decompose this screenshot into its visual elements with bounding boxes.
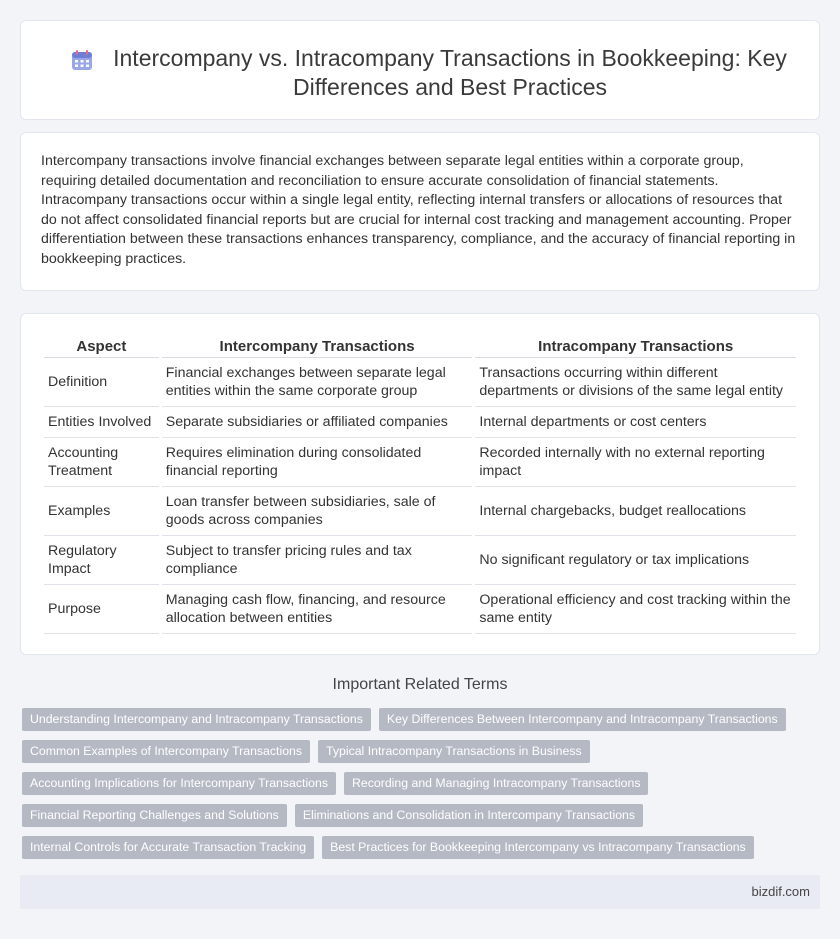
intracompany-cell: Internal departments or cost centers: [475, 407, 796, 438]
table-row: [44, 536, 796, 585]
page-title: Intercompany vs. Intracompany Transactions in Bookkeeping: Key Differences and Best Practices: [113, 45, 787, 100]
table-row: [44, 438, 796, 487]
comparison-table: [41, 334, 799, 634]
related-term-link[interactable]: Common Examples of Intercompany Transactions: [22, 740, 310, 763]
related-term-link[interactable]: Best Practices for Bookkeeping Intercompany vs Intracompany Transactions: [322, 836, 754, 859]
aspect-cell: Entities Involved: [44, 407, 159, 438]
intracompany-cell: Operational efficiency and cost tracking within the same entity: [475, 585, 796, 634]
table-row: [44, 407, 796, 438]
aspect-cell: Examples: [44, 487, 159, 536]
intercompany-cell: Managing cash flow, financing, and resource allocation between entities: [162, 585, 473, 634]
intro-paragraph: Intercompany transactions involve financial exchanges between separate legal entities within a corporate group, requiring detailed documentation and reconciliation to ensure accurate consolidation of financial statements. Intracompany transactions occur within a single legal entity, reflecting internal transfers or allocations of resources that do not affect consolidated financial reports but are crucial for internal cost tracking and management accounting. Proper differentiation between these transactions enhances transparency, compliance, and the accuracy of financial reporting in bookkeeping practices.: [41, 153, 796, 267]
intercompany-cell: Loan transfer between subsidiaries, sale of goods across companies: [162, 487, 473, 536]
related-term-link[interactable]: Typical Intracompany Transactions in Business: [318, 740, 590, 763]
comparison-table-card: [20, 313, 820, 655]
table-row: [44, 358, 796, 407]
aspect-cell: Accounting Treatment: [44, 438, 159, 487]
related-term-link[interactable]: Key Differences Between Intercompany and Intracompany Transactions: [379, 708, 786, 731]
footer-brand[interactable]: bizdif.com: [751, 884, 810, 899]
intro-card: [20, 132, 820, 291]
related-term-link[interactable]: Eliminations and Consolidation in Intercompany Transactions: [295, 804, 643, 827]
aspect-cell: Purpose: [44, 585, 159, 634]
header-aspect: Aspect: [44, 334, 159, 358]
related-term-link[interactable]: Accounting Implications for Intercompany Transactions: [22, 772, 336, 795]
footer: [20, 875, 820, 909]
related-term-link[interactable]: Understanding Intercompany and Intracompany Transactions: [22, 708, 371, 731]
aspect-cell: Definition: [44, 358, 159, 407]
intracompany-cell: No significant regulatory or tax implications: [475, 536, 796, 585]
related-terms-heading: Important Related Terms: [332, 676, 508, 693]
related-term-link[interactable]: Internal Controls for Accurate Transaction Tracking: [22, 836, 314, 859]
related-term-link[interactable]: Recording and Managing Intracompany Transactions: [344, 772, 648, 795]
intercompany-cell: Financial exchanges between separate legal entities within the same corporate group: [162, 358, 473, 407]
related-terms-list: [22, 708, 812, 868]
related-term-link[interactable]: Financial Reporting Challenges and Solutions: [22, 804, 287, 827]
intercompany-cell: Requires elimination during consolidated financial reporting: [162, 438, 473, 487]
intracompany-cell: Transactions occurring within different departments or divisions of the same legal entity: [475, 358, 796, 407]
intracompany-cell: Internal chargebacks, budget reallocations: [475, 487, 796, 536]
aspect-cell: Regulatory Impact: [44, 536, 159, 585]
table-row: [44, 487, 796, 536]
table-row: [44, 585, 796, 634]
calendar-icon: [71, 49, 93, 71]
header-intracompany: Intracompany Transactions: [475, 334, 796, 358]
intercompany-cell: Separate subsidiaries or affiliated companies: [162, 407, 473, 438]
header-intercompany: Intercompany Transactions: [162, 334, 473, 358]
intracompany-cell: Recorded internally with no external reporting impact: [475, 438, 796, 487]
table-header-row: [44, 334, 796, 358]
header-card: [20, 20, 820, 120]
intercompany-cell: Subject to transfer pricing rules and tax compliance: [162, 536, 473, 585]
